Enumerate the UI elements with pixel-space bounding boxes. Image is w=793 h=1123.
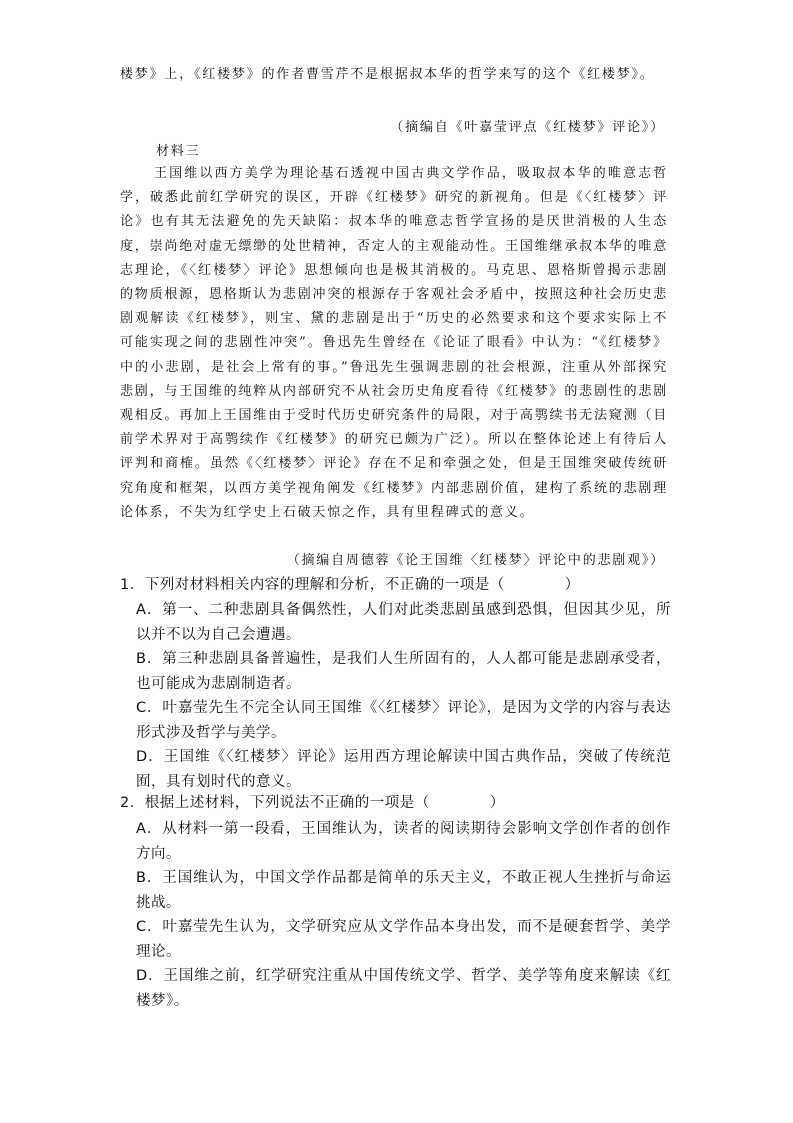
question-1-option-c: C．叶嘉莹先生不完全认同王国维《〈红楼梦〉评论》，是因为文学的内容与表达形式涉及哲学与美学。 xyxy=(136,700,671,741)
material-3-heading: 材料三 xyxy=(156,144,201,159)
question-2-stem: 2．根据上述材料，下列说法不正确的一项是（ ） xyxy=(120,795,505,811)
question-1-option-a: A．第一、二种悲剧具备偶然性，人们对此类悲剧虽感到恐惧，但因其少见，所以并不以为自己会遭遇。 xyxy=(136,602,671,643)
question-2-option-b: B．王国维认为，中国文学作品都是简单的乐天主义，不敢正视人生挫折与命运挑战。 xyxy=(136,870,671,911)
question-1-option-d: D．王国维《〈红楼梦〉评论》运用西方理论解读中国古典作品，突破了传统范囿，具有划时代的意义。 xyxy=(136,749,671,790)
question-2-option-d: D．王国维之前，红学研究注重从中国传统文学、哲学、美学等角度来解读《红楼梦》。 xyxy=(136,968,671,1009)
top-paragraph: 楼梦》上，《红楼梦》的作者曹雪芹不是根据叔本华的哲学来写的这个《红楼梦》。 xyxy=(120,67,655,82)
question-2-option-a: A．从材料一第一段看，王国维认为，读者的阅读期待会影响文学创作者的创作方向。 xyxy=(136,821,671,862)
source-citation-2: （摘编自周德蓉《论王国维〈红楼梦〉评论中的悲剧观》） xyxy=(286,553,665,568)
material-3-body: 王国维以西方美学为理论基石透视中国古典文学作品，吸取叔本华的唯意志哲学，破悉此前红学研究的误区，开辟《红楼梦》研究的新视角。但是《〈红楼梦〉评论》也有其无法避免的先天缺陷：叔本华的唯意志哲学宣扬的是厌世消极的人生态度，崇尚绝对虚无缥缈的处世精神，否定人的主观能动性。王国维继承叔本华的唯意志理论，《〈红楼梦〉评论》思想倾向也是极其消极的。马克思、恩格斯曾揭示悲剧的物质根源，恩格斯认为悲剧冲突的根源存于客观社会矛盾中，按照这种社会历史悲剧观解读《红楼梦》，则宝、黛的悲剧是出于“历史的必然要求和这个要求实际上不可能实现之间的悲剧性冲突”。鲁迅先生曾经在《论证了眼看》中认为：“《红楼梦》中的小悲剧，是社会上常有的事。”鲁迅先生强调悲剧的社会根源，注重从外部探究悲剧，与王国维的纯粹从内部研究不从社会历史角度看待《红楼梦》的悲剧性的悲剧观相反。再加上王国维由于受时代历史研究条件的局限，对于高鹗续书无法窥测（目前学术界对于高鹗续作《红楼梦》的研究已颇为广泛）。所以在整体论述上有待后人评判和商榷。虽然《〈红楼梦〉评论》存在不足和牵强之处，但是王国维突破传统研究角度和框架，以西方美学视角阐发《红楼梦》内部悲剧价值，建构了系统的悲剧理论体系，不失为红学史上石破天惊之作，具有里程碑式的意义。 xyxy=(120,166,668,520)
question-2-option-c: C．叶嘉莹先生认为，文学研究应从文学作品本身出发，而不是硬套哲学、美学理论。 xyxy=(136,919,671,960)
question-1-option-b: B．第三种悲剧具备普遍性，是我们人生所固有的，人人都可能是悲剧承受者，也可能成为悲剧制造者。 xyxy=(136,651,671,692)
question-1-stem: 1．下列对材料相关内容的理解和分析，不正确的一项是（ ） xyxy=(120,577,580,593)
source-citation-1: （摘编自《叶嘉莹评点《红楼梦》评论》） xyxy=(390,120,665,135)
